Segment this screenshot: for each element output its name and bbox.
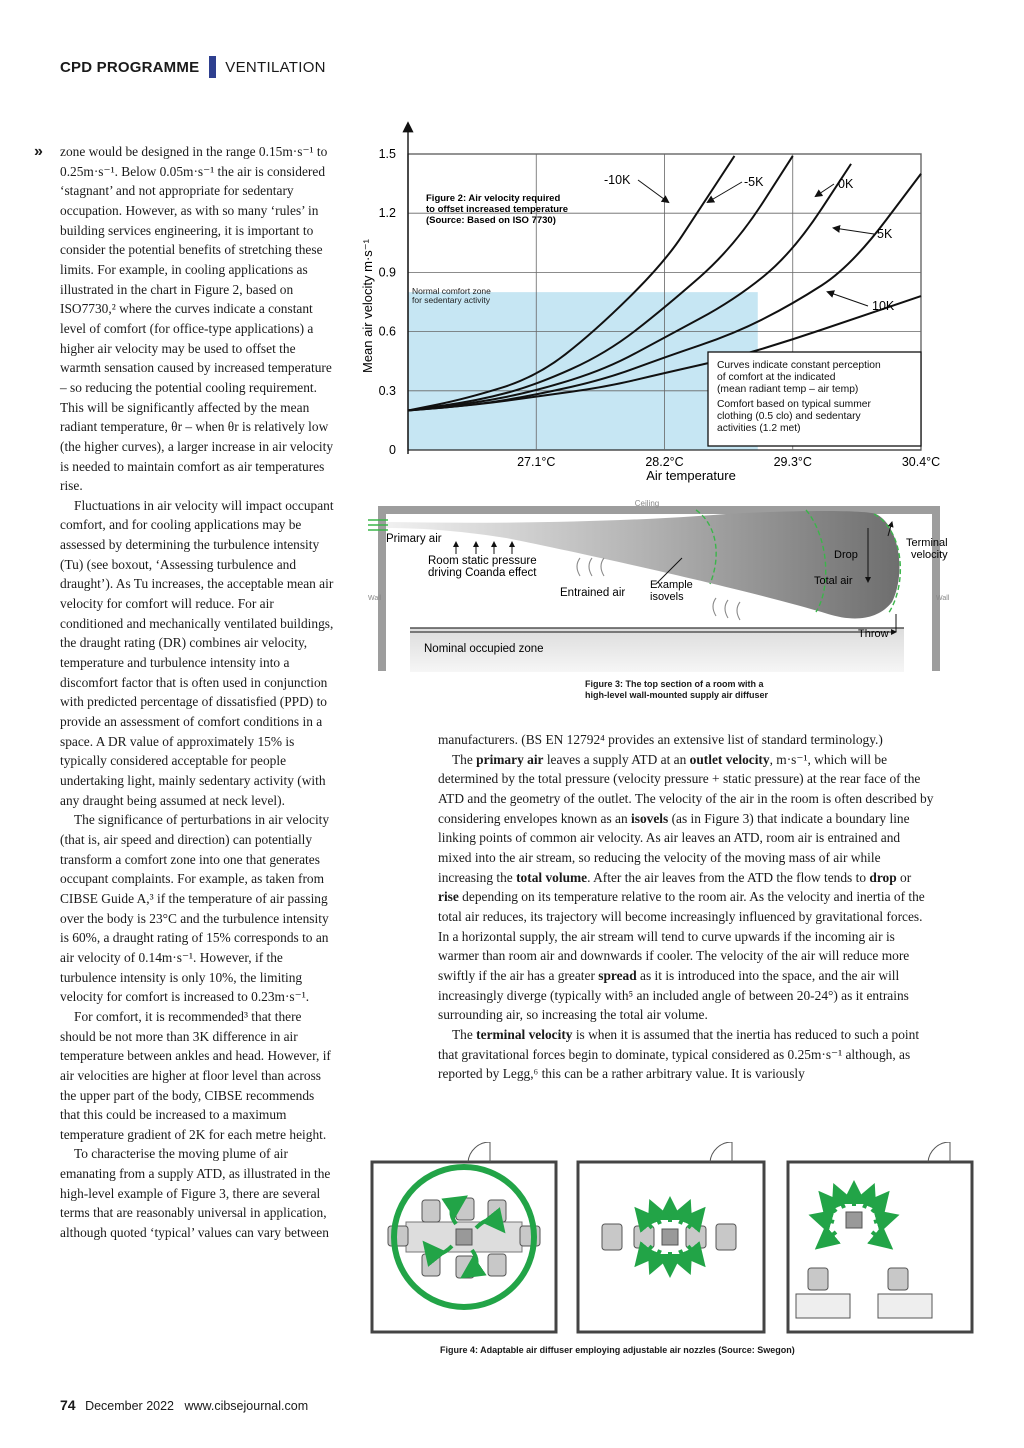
continuation-marker-icon: » [34,143,43,160]
paragraph: manufacturers. (BS EN 12792⁴ provides an extensive list of standard terminology.) [438,732,883,747]
room-section-svg [366,496,970,672]
room-static-label: Room static pressure driving Coanda effect [428,555,537,579]
svg-text:Curves indicate constant perce: Curves indicate constant perception of comfort at the indicated (mean radiant temp – air temp) Comfort based on typical summer clothing (0.5 clo) and sedentary activities (1.2 met) [717,360,881,434]
series-label: -10K [604,173,631,187]
series-leader-arrow [708,182,742,202]
x-tick-label: 30.4°C [901,455,941,469]
right-column-text [438,730,934,1084]
series-leader-arrow [834,228,874,234]
room-layout-2 [578,1142,764,1332]
throw-label: Throw [858,628,889,640]
x-tick-label: 29.3°C [773,455,812,469]
x-tick-label: 27.1°C [517,455,556,469]
diffuser-icon [846,1212,862,1228]
paragraph: To characterise the moving plume of air emanating from a supply ATD, as illustrated in the high-level example of Figure 3, there are several terms that are reasonably universal in application, although quoted ‘typical’ values can vary between [60,1146,331,1241]
issue-date: December 2022 [85,1399,175,1413]
paragraph: The terminal velocity is when it is assumed that the inertia has reduced to such a point that gravitational forces begin to dominate, typical considered as 0.25m·s⁻¹ although, as reported by Legg,⁶ this can be a rather arbitrary value. It is variously [438,1026,920,1082]
paragraph: zone would be designed in the range 0.15m·s⁻¹ to 0.25m·s⁻¹. Below 0.05m·s⁻¹ the air is considered ‘stagnant’ and not appropriate for sedentary occupation. However, as with so many ‘rules’ in building services engineering, it is important to consider the potential benefits of stretching these limits. For example, in cooling applications as illustrated in the chart in Figure 2, based on ISO7730,² where the curves indicate a constant level of comfort (for office-type applications) a higher air velocity may be used to offset the warmth sensation caused by increased temperature – so reducing the potential cooling requirement. This will be significantly affected by the mean radiant temperature, θr – when θr is relatively low (the higher curves), a larger increase in air velocity is needed to maintain comfort as air temperatures rise. [60,144,334,494]
velocity-chart-svg [356,118,984,490]
figure-4-diagram [368,1142,976,1336]
figure-3-diagram [366,496,970,672]
page-footer [60,1397,308,1413]
header-divider [209,56,216,78]
figure-4-caption: Figure 4: Adaptable air diffuser employing adjustable air nozzles (Source: Swegon) [440,1345,795,1355]
y-tick-label: 1.5 [378,147,396,161]
x-axis-label: Air temperature [646,468,736,483]
left-column-text [34,142,334,1243]
room-layouts-svg [368,1142,976,1336]
diffuser-icon [456,1229,472,1245]
paragraph: Fluctuations in air velocity will impact occupant comfort, and for cooling applications may be assessed by determining the turbulence intensity (Tu) (see boxout, ‘Assessing turbulence and draught’). As Tu increases, the acceptable mean air velocity for comfort will reduce. For air conditioned and mechanically ventilated buildings, the draught rating (DR) combines air velocity, temperature and turbulence intensity into a discomfort factor that is often used in conjunction with predicted percentage of dissatisfied (PPD) to provide an assessment of comfort conditions in a space. A DR value of approximately 15% is typically considered acceptable for people undertaking light, mainly sedentary activity (with any draught being assumed at neck level). [60,497,334,808]
running-header [60,56,326,78]
series-leader-arrow [828,292,868,306]
paragraph: For comfort, it is recommended³ that there should be not more than 3K difference in air temperature between ankles and head. However, if air velocities are higher at floor level than across the upper part of the body, CIBSE recommends that this could be increased to a maximum temperature gradient of 2K for each metre height. [60,1008,331,1142]
figure-2-caption: Figure 2: Air velocity required to offset increased temperature (Source: Based on ISO 7730) [426,193,569,226]
series-label: 5K [877,227,893,241]
y-tick-label: 1.2 [378,206,396,221]
primary-air-label: Primary air [386,533,442,545]
terminal-velocity-label: Terminal velocity [906,537,948,561]
series-label: 10K [872,299,895,313]
paragraph: The primary air leaves a supply ATD at an outlet velocity, m·s⁻¹, which will be determined by the total pressure (velocity pressure + static pressure) at the rear face of the ATD and the geometry of the outlet. The velocity of the air in the room is often described by considering envelopes known as an isovels (as in Figure 3) that indicate a boundary line linking points of common air velocity. As air leaves an ATD, room air is entrained and mixed into the air stream, so reducing the velocity of the moving mass of air while increasing the total volume. After the air leaves from the ATD the flow tends to drop or rise depending on its temperature relative to the room air. As the velocity and inertia of the total air reduces, its trajectory will become increasingly influenced by gravitational forces. In a horizontal supply, the air stream will tend to curve upwards if the incoming air is warmer than room air and downwards if cooler. The velocity of the air will reduce more swiftly if the air has a greater spread as it is introduced into the space, and the air will increasingly diverge (typically with⁵ an included angle of between 20-24°) as it entrains surrounding air, so increasing the total air volume. [438,751,934,1023]
wall-left-label: Wall [368,595,382,602]
chart-note-box [708,352,921,446]
y-tick-label: 0 [389,443,396,457]
series-label: 0K [838,177,854,191]
occupied-zone-label: Nominal occupied zone [424,643,544,655]
isovels-label: Example isovels [650,579,693,603]
room-layout-3 [788,1142,972,1332]
wall-right-label: Wall [936,595,950,602]
comfort-zone-label: Normal comfort zone for sedentary activity [412,286,491,305]
website-url: www.cibsejournal.com [184,1399,309,1413]
y-tick-label: 0.6 [378,324,396,339]
page-number: 74 [60,1397,76,1413]
entrained-air-label: Entrained air [560,587,626,599]
y-axis-label: Mean air velocity m·s⁻¹ [360,239,375,373]
drop-label: Drop [834,549,858,561]
figure-2-chart [356,118,984,490]
y-tick-label: 0.9 [378,265,396,280]
total-air-label: Total air [814,575,853,587]
room-layout-1 [372,1142,556,1332]
section-label: VENTILATION [225,58,326,76]
y-tick-label: 0.3 [378,383,396,398]
x-tick-label: 28.2°C [645,455,684,469]
diffuser-icon [662,1229,678,1245]
programme-label: CPD PROGRAMME [60,58,200,76]
ceiling-label: Ceiling [634,499,660,508]
paragraph: The significance of perturbations in air velocity (that is, air speed and direction) can potentially transform a comfort zone into one that generates occupant complaints. For example, as taken from CIBSE Guide A,³ if the temperature of air passing over the body is 23°C and the turbulence intensity is 60%, a draught rating of 15% corresponds to an air velocity of 0.14m·s⁻¹. However, if the turbulence intensity is only 10%, the limiting velocity for comfort is increased to 0.23m·s⁻¹. [60,812,330,1005]
right-wall [932,506,940,671]
series-leader-arrow [638,180,668,202]
series-label: -5K [744,175,764,189]
figure-3-caption: Figure 3: The top section of a room with a high-level wall-mounted supply air diffuser [585,679,769,700]
